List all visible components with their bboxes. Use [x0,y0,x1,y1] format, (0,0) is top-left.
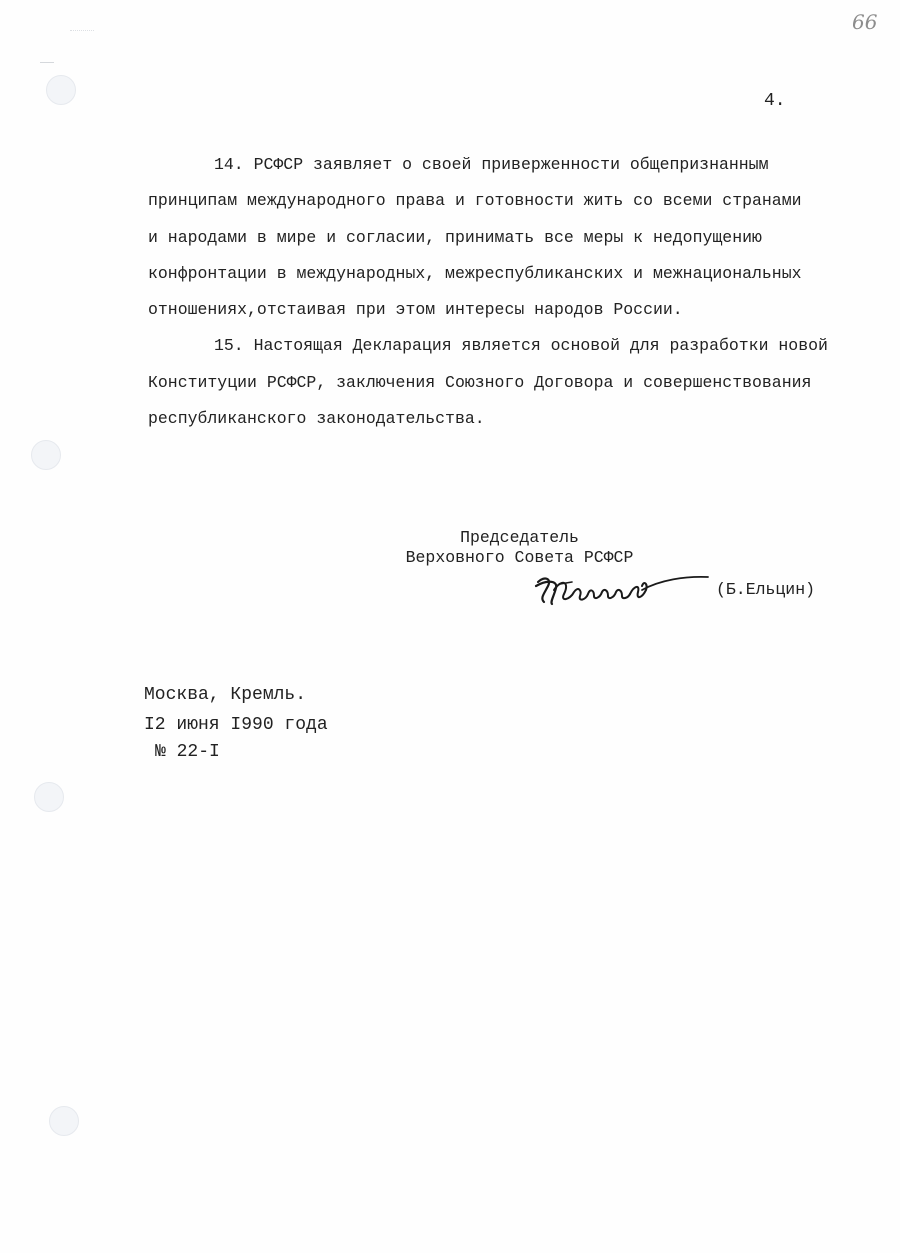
page-number: 4. [764,91,786,111]
text-line: республиканского законодательства. [148,409,485,429]
text-line: отношениях,отстаивая при этом интересы народов России. [148,300,683,320]
paragraph-14 [148,147,893,328]
signatory-title-line: Верховного Совета РСФСР [405,548,634,567]
handwritten-signature [530,568,710,614]
text-line: принципам международного права и готовности жить со всеми странами [148,191,802,211]
paper-mark [40,62,54,67]
declaration-body [148,147,893,437]
text-line: 15. Настоящая Декларация является основой для разработки новой [214,336,828,356]
text-line: Конституции РСФСР, заключения Союзного Договора и совершенствования [148,372,812,392]
signatory-title-line: Председатель [460,528,579,547]
document-number: № 22-I [155,742,220,762]
date: I2 июня I990 года [144,715,328,735]
punch-hole [34,782,64,812]
place: Москва, Кремль. [144,685,307,705]
text-line: 14. РСФСР заявляет о своей приверженности общепризнанным [214,155,769,174]
archive-page-number: 66 [852,10,878,34]
text-line: и народами в мире и согласии, принимать все меры к недопущению [148,227,762,247]
punch-hole [49,1106,79,1136]
signatory-name: (Б.Ельцин) [716,580,816,599]
punch-hole [46,75,76,105]
signatory-title [392,528,647,568]
place-and-date [144,680,328,740]
punch-hole [31,440,61,470]
text-line: конфронтации в международных, межреспубликанских и межнациональных [148,263,802,283]
paper-mark [70,30,94,37]
paragraph-15 [148,328,893,437]
